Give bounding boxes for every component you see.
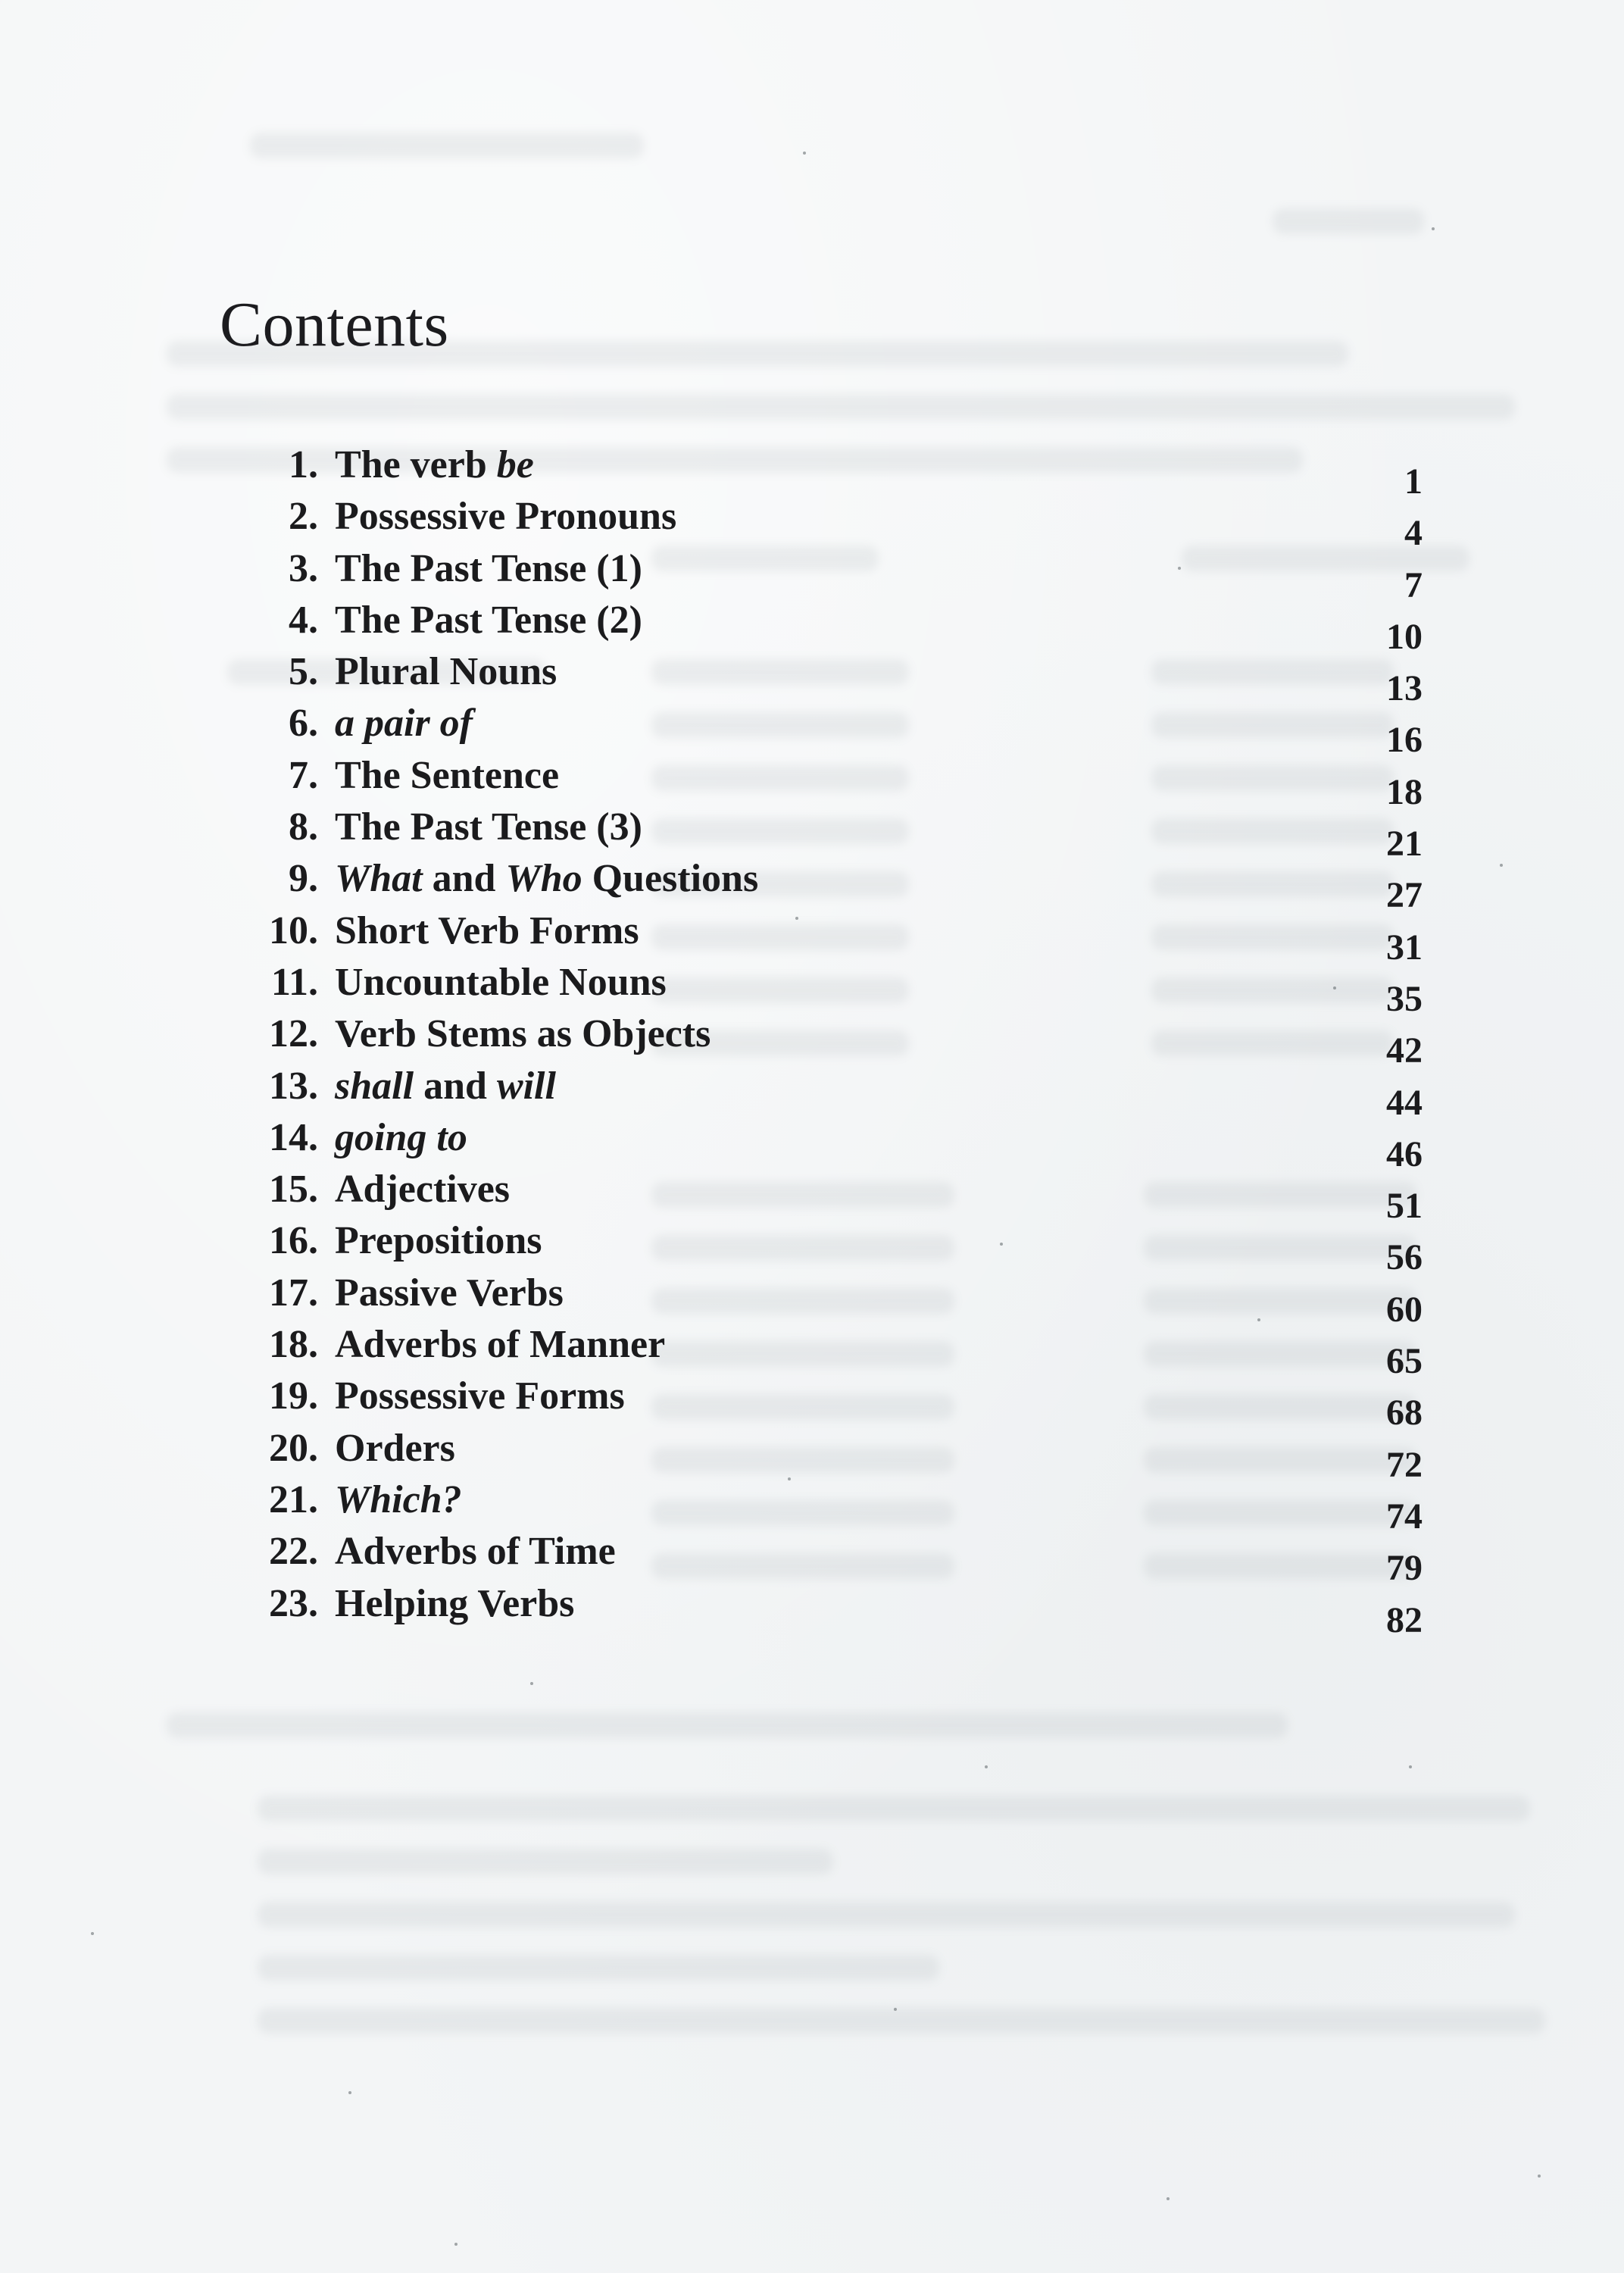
toc-entry-number: 9. [289,857,318,901]
toc-entry-page: 21 [1386,824,1423,864]
toc-entry-page: 79 [1386,1548,1423,1589]
toc-entry-page: 60 [1386,1289,1423,1330]
toc-entry-title [335,1319,665,1371]
toc-entry-title [335,957,667,1008]
toc-entry-title-text: The Past Tense (3) [335,805,642,849]
toc-entry [220,646,1423,709]
toc-entry-number: 8. [289,805,318,849]
toc-entry-title [335,1215,542,1267]
toc-entry-title-text: Verb Stems as Objects [335,1012,711,1056]
toc-entry-page: 74 [1386,1496,1423,1537]
toc-entry [220,1371,1423,1434]
toc-entry-title-text: Possessive Forms [335,1374,625,1418]
toc-entry-title-text: Prepositions [335,1219,542,1263]
toc-entry-page: 68 [1386,1393,1423,1434]
toc-entry-title [335,1474,462,1526]
toc-entry-title [335,646,557,698]
toc-entry-title-text: The Sentence [335,753,560,797]
toc-entry-page: 7 [1404,564,1423,605]
toc-entry-page: 42 [1386,1030,1423,1071]
toc-entry-title-text: Adjectives [335,1168,511,1212]
toc-entry-page: 16 [1386,720,1423,761]
toc-entry [220,1578,1423,1640]
toc-entry-page: 46 [1386,1133,1423,1174]
toc-entry-title [335,1423,455,1474]
toc-entry [220,1474,1423,1537]
toc-entry [220,1061,1423,1123]
toc-entry-title-text: Helping Verbs [335,1581,575,1625]
toc-entry-number: 10. [269,908,318,952]
toc-entry-title-text: Adverbs of Manner [335,1323,666,1367]
toc-entry-title-text: Passive Verbs [335,1271,564,1315]
toc-entry-number: 23. [269,1581,318,1625]
toc-entry-title [335,698,473,749]
toc-entry-title [335,750,559,802]
toc-entry-page: 56 [1386,1237,1423,1278]
toc-entry [220,1008,1423,1071]
toc-entry-number: 20. [269,1426,318,1470]
toc-entry-number: 12. [269,1012,318,1056]
toc-entry-number: 21. [269,1477,318,1521]
toc-entry-title [335,853,758,905]
toc-entry-page: 65 [1386,1341,1423,1382]
toc-entry-page: 10 [1386,616,1423,657]
toc-entry [220,698,1423,761]
toc-entry-title-italic: Who [505,857,582,901]
toc-entry-page: 4 [1404,513,1423,554]
toc-entry-title-text: The Past Tense (1) [335,546,642,590]
toc-entry-number: 22. [269,1530,318,1574]
toc-entry-title-text: Adverbs of Time [335,1530,616,1574]
toc-entry-page: 44 [1386,1082,1423,1123]
toc-entry-page: 13 [1386,668,1423,709]
toc-entry [220,1526,1423,1589]
table-of-contents [220,439,1423,1640]
toc-entry-title-italic: going to [335,1115,467,1159]
toc-entry-title [335,1008,710,1060]
toc-entry-title-italic: shall [335,1064,414,1108]
toc-entry [220,750,1423,812]
toc-entry [220,543,1423,605]
toc-entry-number: 4. [289,598,318,642]
toc-entry-number: 3. [289,546,318,590]
toc-entry [220,1423,1423,1485]
toc-entry-page: 1 [1404,461,1423,502]
toc-entry-title [335,1268,564,1319]
toc-entry-number: 17. [269,1271,318,1315]
toc-entry-title [335,439,534,491]
toc-entry-number: 2. [289,495,318,539]
toc-entry-title [335,1061,556,1112]
toc-entry-number: 5. [289,650,318,694]
toc-entry [220,439,1423,502]
toc-entry-title-text: Questions [582,857,759,901]
toc-entry [220,491,1423,554]
toc-entry-title-text: Uncountable Nouns [335,960,667,1004]
toc-entry-title [335,905,639,957]
toc-entry-number: 7. [289,753,318,797]
toc-entry [220,905,1423,968]
toc-entry [220,595,1423,657]
toc-entry-title-italic: be [496,443,534,486]
toc-entry-title [335,1164,510,1215]
toc-entry [220,802,1423,864]
toc-entry-number: 16. [269,1219,318,1263]
toc-entry [220,1112,1423,1174]
toc-entry-page: 82 [1386,1599,1423,1640]
toc-entry-title [335,1578,574,1630]
toc-entry-number: 1. [289,443,318,486]
toc-entry-title-italic: What [335,857,423,901]
toc-entry-page: 35 [1386,978,1423,1019]
toc-entry-number: 11. [270,960,318,1004]
toc-entry-title-text: and [422,857,506,901]
toc-entry [220,1215,1423,1278]
toc-entry-title-text: and [414,1064,497,1108]
toc-entry-title-text: Plural Nouns [335,650,557,694]
toc-entry-title-text: Possessive Pronouns [335,495,677,539]
toc-entry-title-text: Orders [335,1426,455,1470]
toc-entry-title [335,802,642,853]
toc-entry-number: 13. [269,1064,318,1108]
toc-entry-title-text: The Past Tense (2) [335,598,642,642]
toc-entry-number: 19. [269,1374,318,1418]
toc-entry-title-text: The verb [335,443,497,486]
toc-entry-page: 31 [1386,927,1423,968]
toc-entry [220,1164,1423,1227]
toc-entry-title [335,543,642,595]
toc-entry-title-italic: will [496,1064,556,1108]
toc-entry [220,1268,1423,1330]
toc-entry-title [335,595,642,646]
toc-entry [220,957,1423,1019]
toc-entry-page: 72 [1386,1444,1423,1485]
toc-entry-page: 27 [1386,875,1423,916]
page-title: Contents [220,289,449,360]
toc-entry-title-italic: a pair of [335,702,473,746]
toc-entry-page: 18 [1386,771,1423,812]
toc-entry-number: 18. [269,1323,318,1367]
toc-entry-number: 14. [269,1115,318,1159]
toc-entry-title [335,1371,625,1422]
toc-entry-title-italic: Which? [335,1477,462,1521]
toc-entry-number: 15. [269,1168,318,1212]
toc-entry-title [335,1526,616,1577]
toc-entry-title-text: Short Verb Forms [335,908,639,952]
toc-entry-number: 6. [289,702,318,746]
toc-entry [220,853,1423,916]
toc-entry [220,1319,1423,1382]
toc-entry-page: 51 [1386,1186,1423,1227]
toc-entry-title [335,491,676,542]
toc-entry-title [335,1112,467,1164]
